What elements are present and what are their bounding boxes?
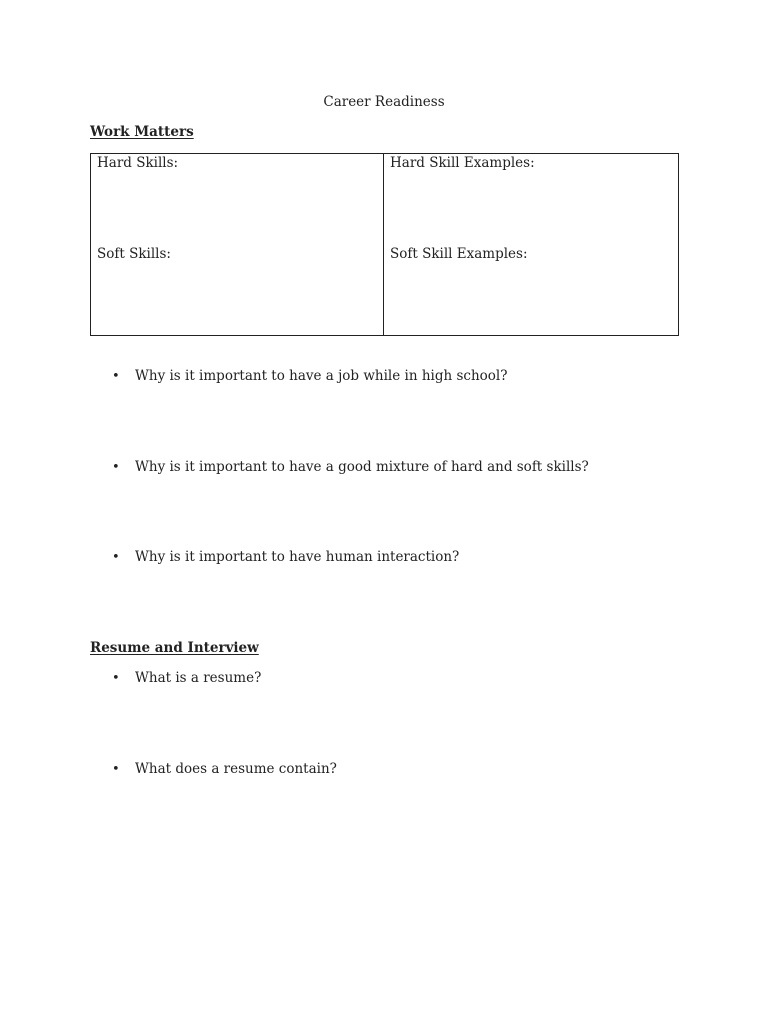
section-heading-work-matters: Work Matters bbox=[90, 124, 194, 140]
list-item-question-job-in-high-school bbox=[112, 368, 507, 384]
hard-skill-examples-label: Hard Skill Examples: bbox=[390, 155, 535, 171]
list-item-question-resume-contents bbox=[112, 761, 337, 777]
list-item-question-human-interaction bbox=[112, 549, 459, 565]
list-item-question-skills-mixture bbox=[112, 459, 589, 475]
document-title: Career Readiness bbox=[323, 94, 445, 110]
question-text: What is a resume? bbox=[135, 670, 262, 686]
skills-table-left-column bbox=[91, 154, 384, 335]
hard-skills-label: Hard Skills: bbox=[97, 155, 179, 171]
skills-table-right-column bbox=[384, 154, 678, 335]
question-text: What does a resume contain? bbox=[135, 761, 337, 777]
soft-skill-examples-label: Soft Skill Examples: bbox=[390, 246, 528, 262]
list-item-question-what-is-resume bbox=[112, 670, 261, 686]
bullet-icon: • bbox=[112, 550, 120, 565]
question-text: Why is it important to have a job while in high school? bbox=[135, 368, 508, 384]
bullet-icon: • bbox=[112, 671, 120, 686]
bullet-icon: • bbox=[112, 762, 120, 777]
bullet-icon: • bbox=[112, 369, 120, 384]
bullet-icon: • bbox=[112, 460, 120, 475]
soft-skills-label: Soft Skills: bbox=[97, 246, 171, 262]
skills-table bbox=[90, 153, 679, 336]
question-text: Why is it important to have human interaction? bbox=[135, 549, 460, 565]
question-text: Why is it important to have a good mixture of hard and soft skills? bbox=[135, 459, 589, 475]
section-heading-resume-and-interview: Resume and Interview bbox=[90, 640, 259, 656]
